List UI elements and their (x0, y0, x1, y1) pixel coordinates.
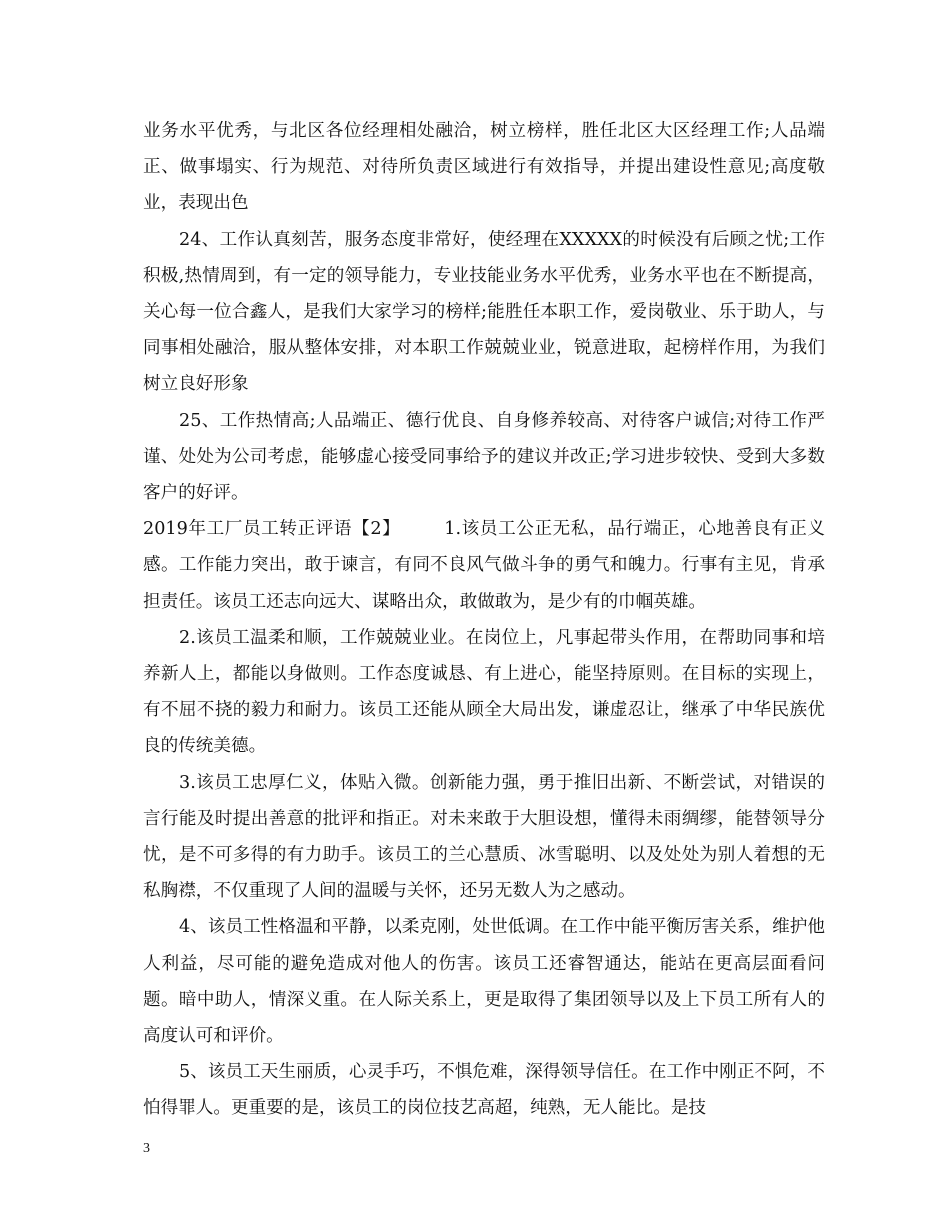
section-paragraph-1 (143, 511, 825, 620)
section-first-text: 1.该员工公正无私，品行端正，心地善良有正义感。工作能力突出，敢于谏言，有同不良风气做斗争的勇气和魄力。行事有主见，肯承担责任。该员工还志向远大、谋略出众，敢做敢为，是少有的巾帼英雄。 (143, 519, 825, 612)
paragraph-24: 24、工作认真刻苦，服务态度非常好，使经理在XXXXX的时候没有后顾之忧;工作积极,热情周到，有一定的领导能力，专业技能业务水平优秀，业务水平也在不断提高，关心每一位合鑫人，是我们大家学习的榜样;能胜任本职工作，爱岗敬业、乐于助人，与同事相处融洽，服从整体安排，对本职工作兢兢业业，锐意进取，起榜样作用，为我们树立良好形象 (143, 229, 825, 395)
section-separator (400, 519, 444, 539)
paragraph-1: 业务水平优秀，与北区各位经理相处融洽，树立榜样，胜任北区大区经理工作;人品端正、做事塌实、行为规范、对待所负责区域进行有效指导，并提出建设性意见;高度敬业，表现出色 (143, 121, 825, 214)
paragraph-25: 25、工作热情高;人品端正、德行优良、自身修养较高、对待客户诚信;对待工作严谨、处处为公司考虑，能够虚心接受同事给予的建议并改正;学习进步较快、受到大多数客户的好评。 (143, 410, 825, 504)
section-paragraph-3: 3.该员工忠厚仁义，体贴入微。创新能力强，勇于推旧出新、不断尝试，对错误的言行能及时提出善意的批评和指正。对未来敢于大胆设想，懂得未雨绸缪，能替领导分忧，是不可多得的有力助手。该员工的兰心慧质、冰雪聪明、以及处处为别人着想的无私胸襟，不仅重现了人间的温暖与关怀，还另无数人为之感动。 (143, 772, 825, 902)
section-paragraph-4: 4、该员工性格温和平静，以柔克刚，处世低调。在工作中能平衡厉害关系，维护他人利益，尽可能的避免造成对他人的伤害。该员工还睿智通达，能站在更高层面看问题。暗中助人，情深义重。在人际关系上，更是取得了集团领导以及上下员工所有人的高度认可和评价。 (143, 917, 825, 1047)
page-number: 3 (143, 1141, 150, 1156)
section-heading: 2019年工厂员工转正评语【2】 (143, 519, 401, 540)
section-paragraph-5: 5、该员工天生丽质，心灵手巧，不惧危难，深得领导信任。在工作中刚正不阿，不怕得罪人。更重要的是，该员工的岗位技艺高超，纯熟，无人能比。是技 (143, 1062, 825, 1119)
section-paragraph-2: 2.该员工温柔和顺，工作兢兢业业。在岗位上，凡事起带头作用，在帮助同事和培养新人上，都能以身做则。工作态度诚恳、有上进心，能坚持原则。在目标的实现上，有不屈不挠的毅力和耐力。该员工还能从顾全大局出发，谦虚忍让，继承了中华民族优良的传统美德。 (143, 627, 825, 757)
document-body (143, 113, 825, 1127)
